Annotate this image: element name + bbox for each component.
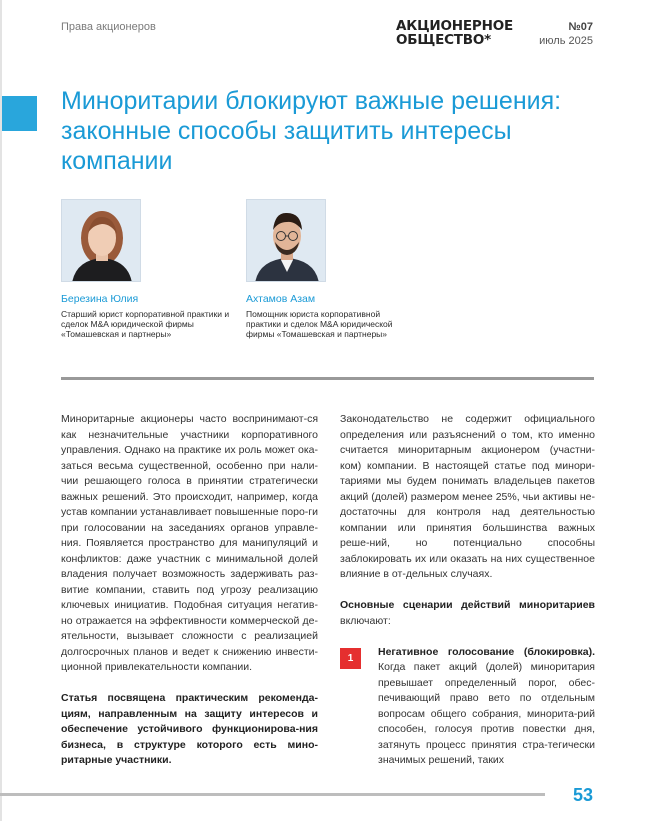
article-title: Миноритарии блокируют важные решения: законные способы защитить интересы компании <box>61 87 562 175</box>
author-card <box>246 199 416 339</box>
scenario-number-badge: 1 <box>340 648 361 669</box>
scenarios-lead <box>340 598 595 629</box>
definition-paragraph: Законодательство не содержит официального определения или разъяснений о том, кто именно считается миноритарным акционером (участни-ком) компании. В настоящей статье под минори-тариями мы будем понимать владельцев пакетов акций (долей) размером менее 25%, чьи активы не-достаточны для контроля над деятельностью компании или принятия большинства важных реше-ний, но потенциально способны заблокировать их или оказать на них существенное влияние в от-дельных случаях. <box>340 413 595 580</box>
logo-line-1: АКЦИОНЕРНОЕ <box>396 18 513 34</box>
issue-number: №07 <box>568 21 593 33</box>
scenarios-heading: Основные сценарии действий миноритариев <box>340 599 595 611</box>
scenarios-intro: включают: <box>340 614 391 627</box>
title-accent-block <box>2 96 37 131</box>
left-column <box>61 412 318 784</box>
article-summary: Статья посвящена практическим рекоменда-циям, направленным на защиту интересов и обеспечение устойчивого функционирова-ния бизнеса, в структуре которого есть мино-ритарные участники. <box>61 692 318 766</box>
intro-paragraph: Миноритарные акционеры часто воспринимают-ся как незначительные участники корпоративного управления. Однако на практике их роль может ока-заться весьма существенной, особенно при нали-чии решающего голоса в принятии стратегически важных решений. Это происходит, например, когда устав компании устанавливает повышенные поро-ги при голосовании на заседаниях органов управле-ния. Появляется пространство для манипуляций и конфликтов: даже участник с минимальной долей владения получает возможность задерживать раз-витие компании, ставить под угрозу реализацию ключевых инициатив. Подобная ситуация негатив-но отражается на эффективности коммерческой де-ятельности, вызывает сложности с реализацией долгосрочных планов и ведет к снижению инвести-ционной привлекательности компании. <box>61 413 318 673</box>
author-position: Помощник юриста корпоративной практики и сделок M&A юридической фирмы «Томашевская и партнеры» <box>246 309 393 339</box>
author-card <box>61 199 231 339</box>
issue-info <box>539 20 593 48</box>
section-divider <box>61 377 594 380</box>
page-number: 53 <box>572 785 593 805</box>
author-photo <box>246 199 326 282</box>
scenario-title: Негативное голосование (блокировка). <box>378 645 595 658</box>
scenario-text: Когда пакет акций (долей) миноритария превышает определенный порог, обес-печивающий право вето по отдельным вопросам общего собрания, минорита-рий способен, голосуя против повестки дня, затянуть процесс принятия стра-тегически значимых решений, таких <box>378 661 595 766</box>
magazine-logo <box>396 19 513 47</box>
right-column <box>340 412 595 769</box>
author-photo <box>61 199 141 282</box>
author-name: Ахтамов Азам <box>246 293 316 305</box>
section-label: Права акционеров <box>61 21 156 33</box>
footer-rule <box>0 793 545 796</box>
issue-date: июль 2025 <box>539 35 593 47</box>
author-position: Старший юрист корпоративной практики и сделок M&A юридической фирмы «Томашевская и партнеры» <box>61 309 230 339</box>
author-name: Березина Юлия <box>61 293 139 305</box>
logo-line-2: ОБЩЕСТВО* <box>396 32 492 48</box>
scenario-item <box>340 645 595 769</box>
